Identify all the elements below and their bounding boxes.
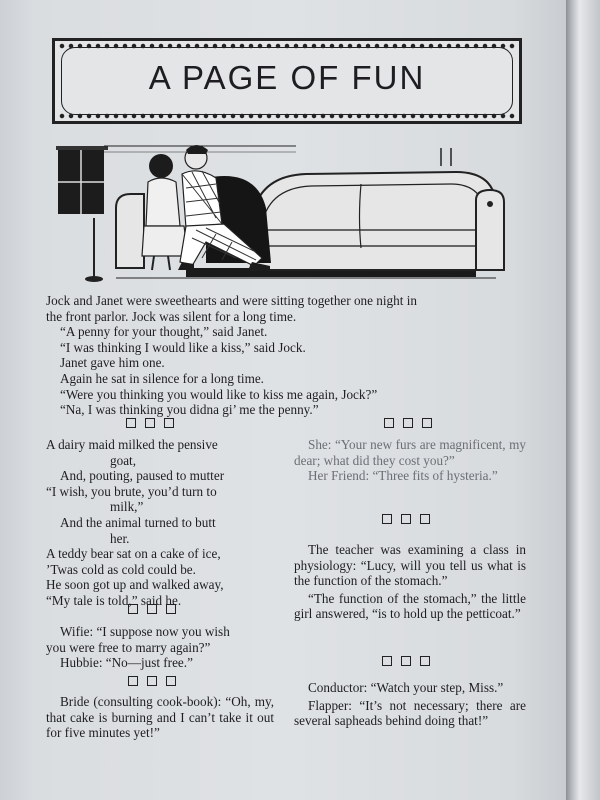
joke-paragraph: “The function of the stomach,” the little girl answered, “is to hold up the petticoat.” [294, 590, 526, 622]
separator-boxes [382, 514, 430, 524]
joke-line: Hubbie: “No—just free.” [60, 655, 193, 671]
page-title: A PAGE OF FUN [148, 59, 426, 96]
bride-joke: Bride (consulting cook-book): “Oh, my, that cake is burning and I can’t take it out for five minutes yet!” [46, 694, 274, 741]
separator-box [166, 604, 176, 614]
joke-paragraph: Flapper: “It’s not necessary; there are several sapheads behind doing that!” [294, 697, 526, 729]
separator-box [128, 676, 138, 686]
title-banner [52, 38, 522, 124]
separator-box [126, 418, 136, 428]
joke-line: Wifie: “I suppose now you wish [60, 624, 230, 639]
separator-box [166, 676, 176, 686]
book-page-edge [566, 0, 600, 800]
jock-and-janet-story [46, 293, 532, 418]
story-line: Again he sat in silence for a long time. [60, 370, 264, 386]
poem-line: A dairy maid milked the pensive [46, 437, 218, 452]
joke-line: She: “Your new furs are magnificent, my dear; what did they cost you?” [294, 437, 526, 468]
teacher-joke [294, 542, 526, 622]
separator-boxes [126, 418, 174, 428]
joke-paragraph: Conductor: “Watch your step, Miss.” [308, 680, 504, 695]
separator-box [145, 418, 155, 428]
separator-box [164, 418, 174, 428]
poem-line: “My tale is told,” said he. [46, 592, 182, 608]
separator-box [382, 656, 392, 666]
separator-box [403, 418, 413, 428]
teddy-bear-poem [46, 546, 274, 608]
story-line: “I was thinking I would like a kiss,” said Jock. [60, 339, 306, 355]
separator-box [147, 676, 157, 686]
poem-line: And the animal turned to butt [60, 514, 216, 530]
separator-box [420, 514, 430, 524]
separator-box [422, 418, 432, 428]
poem-line: “I wish, you brute, you’d turn to [46, 483, 217, 499]
separator-boxes [128, 676, 176, 686]
poem-line: And, pouting, paused to mutter [60, 468, 225, 484]
couple-on-sofa-illustration [56, 138, 516, 288]
separator-box [401, 514, 411, 524]
poem-line: He soon got up and walked away, [46, 577, 224, 593]
story-line: the front parlor. Jock was silent for a long time. [46, 308, 297, 324]
separator-box [147, 604, 157, 614]
separator-box [420, 656, 430, 666]
separator-boxes [382, 656, 430, 666]
separator-box [128, 604, 138, 614]
joke-line: you were free to marry again?” [46, 639, 211, 655]
separator-box [384, 418, 394, 428]
parlor-illustration [56, 138, 516, 288]
wifie-joke [46, 624, 274, 671]
story-line: “Na, I was thinking you didna gi’ me the penny.” [60, 402, 319, 418]
banner-border-bottom [58, 113, 516, 119]
story-line: Janet gave him one. [60, 355, 165, 371]
story-line: Jock and Janet were sweethearts and were sitting together one night in [46, 293, 417, 308]
poem-line: milk,” [110, 499, 144, 515]
joke-paragraph: The teacher was examining a class in physiology: “Lucy, will you tell us what is the function of the stomach.” [294, 542, 526, 589]
poem-line: A teddy bear sat on a cake of ice, [46, 546, 221, 561]
poem-line: ’Twas cold as cold could be. [46, 561, 196, 577]
story-line: “A penny for your thought,” said Janet. [60, 324, 268, 340]
joke-line: Her Friend: “Three fits of hysteria.” [308, 468, 498, 484]
furs-joke [294, 437, 526, 484]
separator-box [382, 514, 392, 524]
poem-line: her. [110, 530, 130, 546]
poem-line: goat, [110, 452, 137, 468]
separator-box [401, 656, 411, 666]
separator-boxes [128, 604, 176, 614]
separator-boxes [384, 418, 432, 428]
goat-poem [46, 437, 274, 546]
conductor-joke [294, 680, 526, 729]
story-line: “Were you thinking you would like to kiss me again, Jock?” [60, 386, 378, 402]
